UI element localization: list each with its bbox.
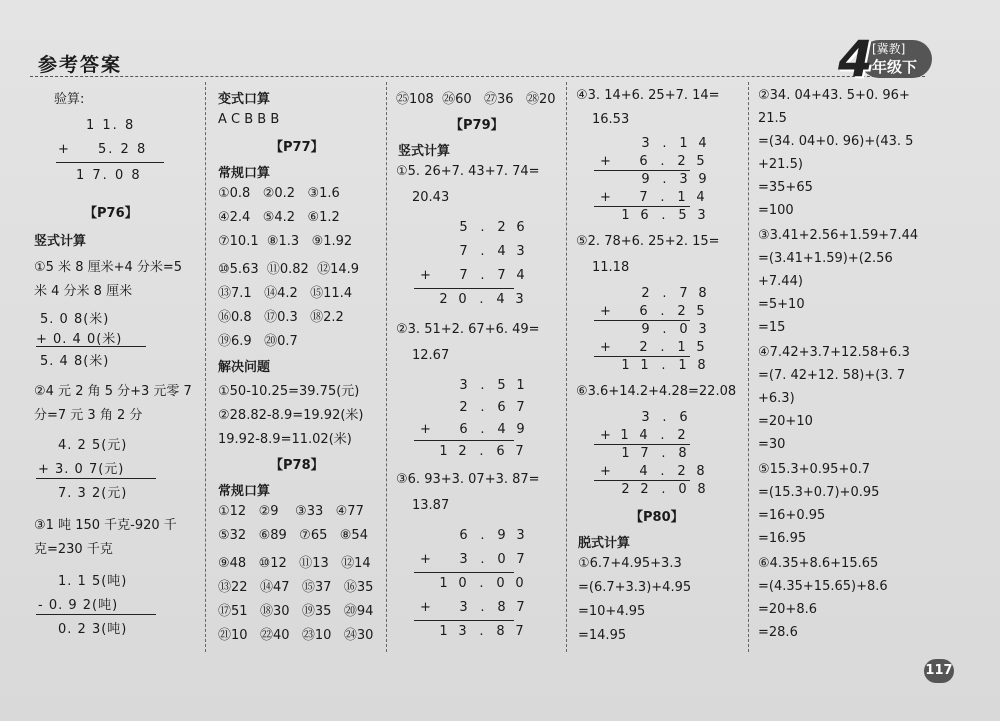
vertical-row: 6 . 9 3 xyxy=(459,528,525,543)
calc-line: +21.5) xyxy=(758,157,803,172)
answer-row: ⑬22 ⑭47 ⑮37 ⑯35 xyxy=(218,580,374,595)
solution-line: ②28.82-8.9=19.92(米) xyxy=(218,408,364,423)
calc-line: =16+0.95 xyxy=(758,508,826,523)
vertical-row: 3 . 1 4 xyxy=(641,136,707,151)
calc-line: +7.44) xyxy=(758,274,803,289)
vertical-row: 1 7 . 8 xyxy=(621,446,687,461)
grade-number: 4 xyxy=(838,30,873,88)
sum-line xyxy=(36,346,146,347)
calc-line: ④7.42+3.7+12.58+6.3 xyxy=(758,345,910,360)
vertical-row: + 6 . 2 5 xyxy=(600,304,705,319)
section-title: 解决问题 xyxy=(218,360,271,375)
question-line: 分=7 元 3 角 2 分 xyxy=(34,408,143,423)
calc-line: =35+65 xyxy=(758,180,813,195)
page-title: 参考答案 xyxy=(38,54,123,76)
section-title: 竖式计算 xyxy=(398,144,451,159)
vertical-result: 0. 2 3(吨) xyxy=(58,622,128,637)
calc-line: =100 xyxy=(758,203,794,218)
answer-row: ①12 ②9 ③33 ④77 xyxy=(218,504,364,519)
vertical-row: + 3 . 0 7 xyxy=(420,552,525,567)
expression: ③6. 93+3. 07+3. 87= xyxy=(396,472,540,487)
calc-line: =(3.41+1.59)+(2.56 xyxy=(758,251,893,266)
vertical-row: 5. 2 8 xyxy=(98,142,148,157)
answer-row: ⑤32 ⑥89 ⑦65 ⑧54 xyxy=(218,528,368,543)
calc-line: =15 xyxy=(758,320,786,335)
expression: ②3. 51+2. 67+6. 49= xyxy=(396,322,540,337)
vertical-row: 1 0 . 0 0 xyxy=(439,576,524,591)
answer-row: ㉑10 ㉒40 ㉓10 ㉔30 xyxy=(218,628,374,643)
calc-line: ①6.7+4.95+3.3 xyxy=(578,556,682,571)
calc-line: =(15.3+0.7)+0.95 xyxy=(758,485,880,500)
vertical-result: 1 2 . 6 7 xyxy=(439,444,524,459)
check-label: 验算: xyxy=(54,92,85,107)
vertical-row: + 3 . 8 7 xyxy=(420,600,525,615)
vertical-row: 9 . 3 9 xyxy=(641,172,707,187)
sum-line xyxy=(594,444,690,445)
section-p80: 【P80】 xyxy=(630,510,684,525)
calc-line: =10+4.95 xyxy=(578,604,646,619)
grade-badge xyxy=(838,30,934,88)
section-title: 脱式计算 xyxy=(578,536,631,551)
expression-result: 11.18 xyxy=(592,260,630,275)
vertical-row: + 6 . 2 5 xyxy=(600,154,705,169)
vertical-result: 7. 3 2(元) xyxy=(58,486,128,501)
question-line: ②4 元 2 角 5 分+3 元零 7 xyxy=(34,384,192,399)
vertical-row: 5. 0 8(米) xyxy=(40,312,110,327)
vertical-result: 1 3 . 8 7 xyxy=(439,624,524,639)
sum-line xyxy=(414,620,514,621)
calc-line: =(4.35+15.65)+8.6 xyxy=(758,579,888,594)
calc-line: =14.95 xyxy=(578,628,627,643)
question-line: ①5 米 8 厘米+4 分米=5 xyxy=(34,260,183,275)
vertical-row: + 0. 4 0(米) xyxy=(36,332,123,347)
answer-row: ⑬7.1 ⑭4.2 ⑮11.4 xyxy=(218,286,353,301)
vertical-row: + 6 . 4 9 xyxy=(420,422,525,437)
answer-row: ⑨48 ⑩12 ⑪13 ⑫14 xyxy=(218,556,371,571)
vertical-result: 1 6 . 5 3 xyxy=(621,208,706,223)
column-divider xyxy=(566,82,567,652)
expression-result: 16.53 xyxy=(592,112,630,127)
column-divider xyxy=(386,82,387,652)
calc-line: =(7. 42+12. 58)+(3. 7 xyxy=(758,368,906,383)
grade-edition: [冀教] xyxy=(872,42,906,56)
vertical-row: - 0. 9 2(吨) xyxy=(38,598,119,613)
expression: ⑥3.6+14.2+4.28=22.08 xyxy=(576,384,737,399)
sum-line xyxy=(594,170,690,171)
solution-line: ①50-10.25=39.75(元) xyxy=(218,384,360,399)
vertical-row: + 3. 0 7(元) xyxy=(38,462,125,477)
section-p77: 【P77】 xyxy=(270,140,324,155)
calc-line: ③3.41+2.56+1.59+7.44 xyxy=(758,228,919,243)
answer-row: ⑰51 ⑱30 ⑲35 ⑳94 xyxy=(218,604,374,619)
answer-row: ⑯0.8 ⑰0.3 ⑱2.2 xyxy=(218,310,344,325)
vertical-row: 5 . 2 6 xyxy=(459,220,525,235)
vertical-row: 7 . 4 3 xyxy=(459,244,525,259)
section-title: 变式口算 xyxy=(218,92,271,107)
sum-line xyxy=(414,288,514,289)
expression: ①5. 26+7. 43+7. 74= xyxy=(396,164,540,179)
vertical-row: + 7 . 7 4 xyxy=(420,268,525,283)
vertical-row: + 7 . 1 4 xyxy=(600,190,705,205)
vertical-row: 3 . 5 1 xyxy=(459,378,525,393)
vertical-result: 5. 4 8(米) xyxy=(40,354,110,369)
answer-row: ⑲6.9 ⑳0.7 xyxy=(218,334,298,349)
sum-line xyxy=(594,206,690,207)
vertical-row: 9 . 0 3 xyxy=(641,322,707,337)
sum-line xyxy=(36,478,156,479)
calc-line: ⑥4.35+8.6+15.65 xyxy=(758,556,879,571)
vertical-row: + 4 . 2 8 xyxy=(600,464,705,479)
column-1 xyxy=(30,82,198,662)
expression-result: 12.67 xyxy=(412,348,450,363)
expression: ⑤2. 78+6. 25+2. 15= xyxy=(576,234,720,249)
header-divider xyxy=(30,76,925,77)
column-divider xyxy=(748,82,749,652)
sum-line xyxy=(594,356,690,357)
sum-line xyxy=(594,480,690,481)
solution-line: 19.92-8.9=11.02(米) xyxy=(218,432,352,447)
calc-line: =16.95 xyxy=(758,531,807,546)
question-line: 米 4 分米 8 厘米 xyxy=(34,284,133,299)
vertical-row: 4. 2 5(元) xyxy=(58,438,128,453)
calc-line: =28.6 xyxy=(758,625,798,640)
section-p78: 【P78】 xyxy=(270,458,324,473)
section-title: 常规口算 xyxy=(218,166,271,181)
vertical-result: 2 2 . 0 8 xyxy=(621,482,706,497)
calc-line: =20+10 xyxy=(758,414,813,429)
calc-line: =5+10 xyxy=(758,297,805,312)
calc-line: +6.3) xyxy=(758,391,795,406)
calc-line: =30 xyxy=(758,437,786,452)
section-title: 常规口算 xyxy=(218,484,271,499)
sum-line xyxy=(414,440,514,441)
answer-row: ㉕108 ㉖60 ㉗36 ㉘20 xyxy=(396,92,556,107)
plus-sign: + xyxy=(58,142,69,157)
calc-line: =(6.7+3.3)+4.95 xyxy=(578,580,692,595)
sum-line xyxy=(594,320,690,321)
vertical-row: 2 . 6 7 xyxy=(459,400,525,415)
vertical-result: 2 0 . 4 3 xyxy=(439,292,524,307)
expression-result: 13.87 xyxy=(412,498,450,513)
calc-line: ②34. 04+43. 5+0. 96+ xyxy=(758,88,910,103)
choice-answers: A C B B B xyxy=(218,112,280,127)
vertical-row: + 2 . 1 5 xyxy=(600,340,705,355)
answer-row: ④2.4 ⑤4.2 ⑥1.2 xyxy=(218,210,340,225)
vertical-row: 3 . 6 xyxy=(641,410,688,425)
sum-line xyxy=(414,572,514,573)
calc-line: =(34. 04+0. 96)+(43. 5 xyxy=(758,134,914,149)
vertical-result: 1 7. 0 8 xyxy=(76,168,142,183)
answer-row: ①0.8 ②0.2 ③1.6 xyxy=(218,186,340,201)
answer-row: ⑦10.1 ⑧1.3 ⑨1.92 xyxy=(218,234,353,249)
section-p79: 【P79】 xyxy=(450,118,504,133)
section-p76: 【P76】 xyxy=(84,206,138,221)
column-3 xyxy=(394,82,558,662)
calc-line: =20+8.6 xyxy=(758,602,818,617)
column-5 xyxy=(756,82,926,662)
vertical-result: 1 1 . 1 8 xyxy=(621,358,706,373)
column-divider xyxy=(205,82,206,652)
vertical-row: + 1 4 . 2 xyxy=(600,428,686,443)
answer-row: ⑩5.63 ⑪0.82 ⑫14.9 xyxy=(218,262,360,277)
question-line: ③1 吨 150 千克-920 千 xyxy=(34,518,177,533)
page-number: 117 xyxy=(924,659,954,683)
grade-level: 年级下 xyxy=(872,58,918,76)
column-4 xyxy=(574,82,742,662)
sum-line xyxy=(36,614,156,615)
expression: ④3. 14+6. 25+7. 14= xyxy=(576,88,720,103)
vertical-row: 1. 1 5(吨) xyxy=(58,574,128,589)
question-line: 克=230 千克 xyxy=(34,542,113,557)
column-2 xyxy=(214,82,380,662)
vertical-row: 2 . 7 8 xyxy=(641,286,707,301)
section-title: 竖式计算 xyxy=(34,234,87,249)
sum-line xyxy=(56,162,164,163)
calc-line: ⑤15.3+0.95+0.7 xyxy=(758,462,871,477)
expression-result: 20.43 xyxy=(412,190,450,205)
calc-line: 21.5 xyxy=(758,111,787,126)
vertical-row: 1 1. 8 xyxy=(86,118,136,133)
